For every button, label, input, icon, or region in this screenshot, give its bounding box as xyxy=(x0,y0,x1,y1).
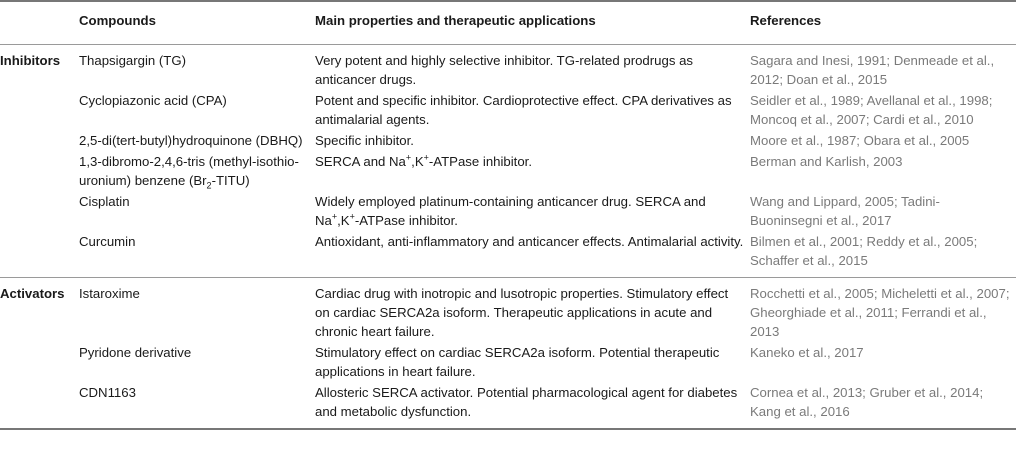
compound-cell: CDN1163 xyxy=(79,383,315,429)
references-cell: Moore et al., 1987; Obara et al., 2005 xyxy=(750,132,970,148)
group-cell-empty xyxy=(0,91,79,131)
properties-text: SERCA and Na xyxy=(315,153,406,169)
compound-cell: Pyridone derivative xyxy=(79,344,192,360)
references-cell: Wang and Lippard, 2005; Tadini-Buoninsegni et al., 2017 xyxy=(750,193,940,228)
header-references: References xyxy=(750,1,1016,44)
properties-cell xyxy=(315,192,750,232)
table-row xyxy=(0,44,1016,91)
properties-cell: Very potent and highly selective inhibitor. TG-related prodrugs as anticancer drugs. xyxy=(315,52,694,87)
table-row xyxy=(0,232,1016,278)
properties-text: -ATPase inhibitor. xyxy=(354,212,458,228)
properties-cell: Allosteric SERCA activator. Potential pharmacological agent for diabetes and metabolic dysfunction. xyxy=(315,383,750,429)
compound-cell: Curcumin xyxy=(79,232,315,278)
group-cell-empty xyxy=(0,232,79,278)
header-compounds: Compounds xyxy=(79,1,315,44)
table-row xyxy=(0,91,1016,131)
group-cell-empty xyxy=(0,343,79,383)
properties-text: ,K xyxy=(337,212,350,228)
properties-text: Widely employed platinum-containing anticancer drug. SERCA and Na xyxy=(315,193,706,228)
references-cell: Seidler et al., 1989; Avellanal et al., 1998; Moncoq et al., 2007; Cardi et al., 2010 xyxy=(750,92,993,127)
compound-cell xyxy=(79,152,315,192)
compound-text: 1,3-dibromo-2,4,6-tris (methyl-isothio-uronium) benzene (Br xyxy=(79,153,299,188)
properties-text: ,K xyxy=(411,153,424,169)
group-cell-empty xyxy=(0,131,79,152)
compound-cell: Istaroxime xyxy=(79,285,140,301)
compound-text: -TITU) xyxy=(211,172,250,188)
table-row xyxy=(0,152,1016,192)
references-cell: Sagara and Inesi, 1991; Denmeade et al., 2012; Doan et al., 2015 xyxy=(750,52,995,87)
group-cell-empty xyxy=(0,383,79,429)
compound-cell: 2,5-di(tert-butyl)hydroquinone (DBHQ) xyxy=(79,132,303,148)
references-cell: Kaneko et al., 2017 xyxy=(750,344,864,360)
properties-cell: Stimulatory effect on cardiac SERCA2a isoform. Potential therapeutic applications in heart failure. xyxy=(315,344,720,379)
table-row xyxy=(0,131,1016,152)
group-cell-empty xyxy=(0,192,79,232)
table-body xyxy=(0,44,1016,429)
references-cell: Bilmen et al., 2001; Reddy et al., 2005; Schaffer et al., 2015 xyxy=(750,232,1016,278)
compound-cell: Thapsigargin (TG) xyxy=(79,52,187,68)
table-row xyxy=(0,192,1016,232)
compound-cell: Cyclopiazonic acid (CPA) xyxy=(79,92,227,108)
superscript: + xyxy=(423,152,429,163)
properties-cell: Antioxidant, anti-inflammatory and anticancer effects. Antimalarial activity. xyxy=(315,232,750,278)
superscript: + xyxy=(405,152,412,163)
table-row xyxy=(0,343,1016,383)
references-cell: Rocchetti et al., 2005; Micheletti et al., 2007; Gheorghiade et al., 2011; Ferrandi et al., 2013 xyxy=(750,285,1010,339)
properties-cell xyxy=(315,152,750,192)
properties-text: -ATPase inhibitor. xyxy=(428,153,533,169)
subscript: 2 xyxy=(206,180,212,191)
references-cell: Cornea et al., 2013; Gruber et al., 2014; Kang et al., 2016 xyxy=(750,383,1016,429)
table-row xyxy=(0,277,1016,343)
table-row xyxy=(0,383,1016,429)
group-label-activators: Activators xyxy=(0,285,65,301)
properties-cell: Potent and specific inhibitor. Cardioprotective effect. CPA derivatives as antimalarial agents. xyxy=(315,92,732,127)
properties-cell: Cardiac drug with inotropic and lusotropic properties. Stimulatory effect on cardiac SERCA2a isoform. Therapeutic applications in acute and chronic heart failure. xyxy=(315,285,729,339)
header-properties: Main properties and therapeutic applications xyxy=(315,1,750,44)
header-group xyxy=(0,1,79,44)
group-label-inhibitors: Inhibitors xyxy=(0,52,61,68)
compound-cell: Cisplatin xyxy=(79,193,130,209)
superscript: + xyxy=(349,211,355,222)
properties-cell: Specific inhibitor. xyxy=(315,132,414,148)
superscript: + xyxy=(331,211,338,222)
group-cell-empty xyxy=(0,152,79,192)
table-header xyxy=(0,1,1016,44)
references-cell: Berman and Karlish, 2003 xyxy=(750,153,903,169)
header-row xyxy=(0,1,1016,44)
